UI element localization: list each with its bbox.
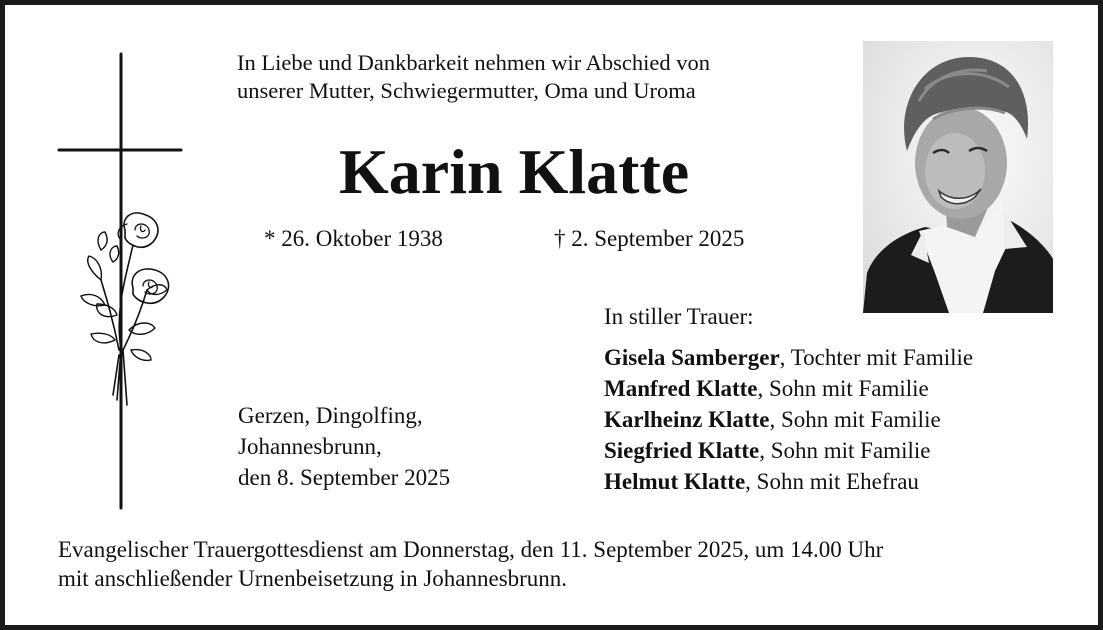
mourner-row bbox=[604, 435, 973, 466]
mourners-heading: In stiller Trauer: bbox=[604, 304, 754, 329]
mourner-name: Helmut Klatte bbox=[604, 469, 746, 494]
mourner-name: Gisela Samberger bbox=[604, 345, 780, 370]
intro-text bbox=[237, 49, 710, 105]
death-date: † 2. September 2025 bbox=[554, 226, 745, 251]
intro-line-1: In Liebe und Dankbarkeit nehmen wir Abschied von bbox=[237, 50, 710, 75]
mourner-row bbox=[604, 342, 973, 373]
intro-line-2: unserer Mutter, Schwiegermutter, Oma und Uroma bbox=[237, 78, 696, 103]
mourner-row bbox=[604, 466, 973, 497]
mourner-relation: , Tochter mit Familie bbox=[779, 345, 974, 370]
portrait-photo bbox=[863, 41, 1053, 313]
portrait-image bbox=[863, 41, 1053, 313]
mourner-row bbox=[604, 404, 973, 435]
deceased-name: Karin Klatte bbox=[339, 136, 690, 207]
birth-date: * 26. Oktober 1938 bbox=[264, 226, 443, 251]
service-line-2: mit anschließender Urnenbeisetzung in Johannesbrunn. bbox=[58, 566, 568, 591]
mourner-row bbox=[604, 373, 973, 404]
cross-with-roses-icon bbox=[55, 50, 185, 512]
mourner-relation: , Sohn mit Ehefrau bbox=[745, 469, 919, 494]
mourner-relation: , Sohn mit Familie bbox=[757, 376, 929, 401]
place-and-date bbox=[238, 400, 450, 493]
place-line-2: Johannesbrunn, bbox=[238, 434, 382, 459]
service-line-1: Evangelischer Trauergottesdienst am Donnerstag, den 11. September 2025, um 14.00 Uhr bbox=[58, 537, 884, 562]
service-info bbox=[58, 535, 883, 593]
mourner-relation: , Sohn mit Familie bbox=[759, 438, 931, 463]
mourner-relation: , Sohn mit Familie bbox=[769, 407, 941, 432]
place-line-1: Gerzen, Dingolfing, bbox=[238, 403, 423, 428]
mourner-name: Siegfried Klatte bbox=[604, 438, 760, 463]
mourner-name: Karlheinz Klatte bbox=[604, 407, 770, 432]
mourner-name: Manfred Klatte bbox=[604, 376, 758, 401]
place-line-3: den 8. September 2025 bbox=[238, 465, 451, 490]
mourners-list bbox=[604, 301, 973, 497]
